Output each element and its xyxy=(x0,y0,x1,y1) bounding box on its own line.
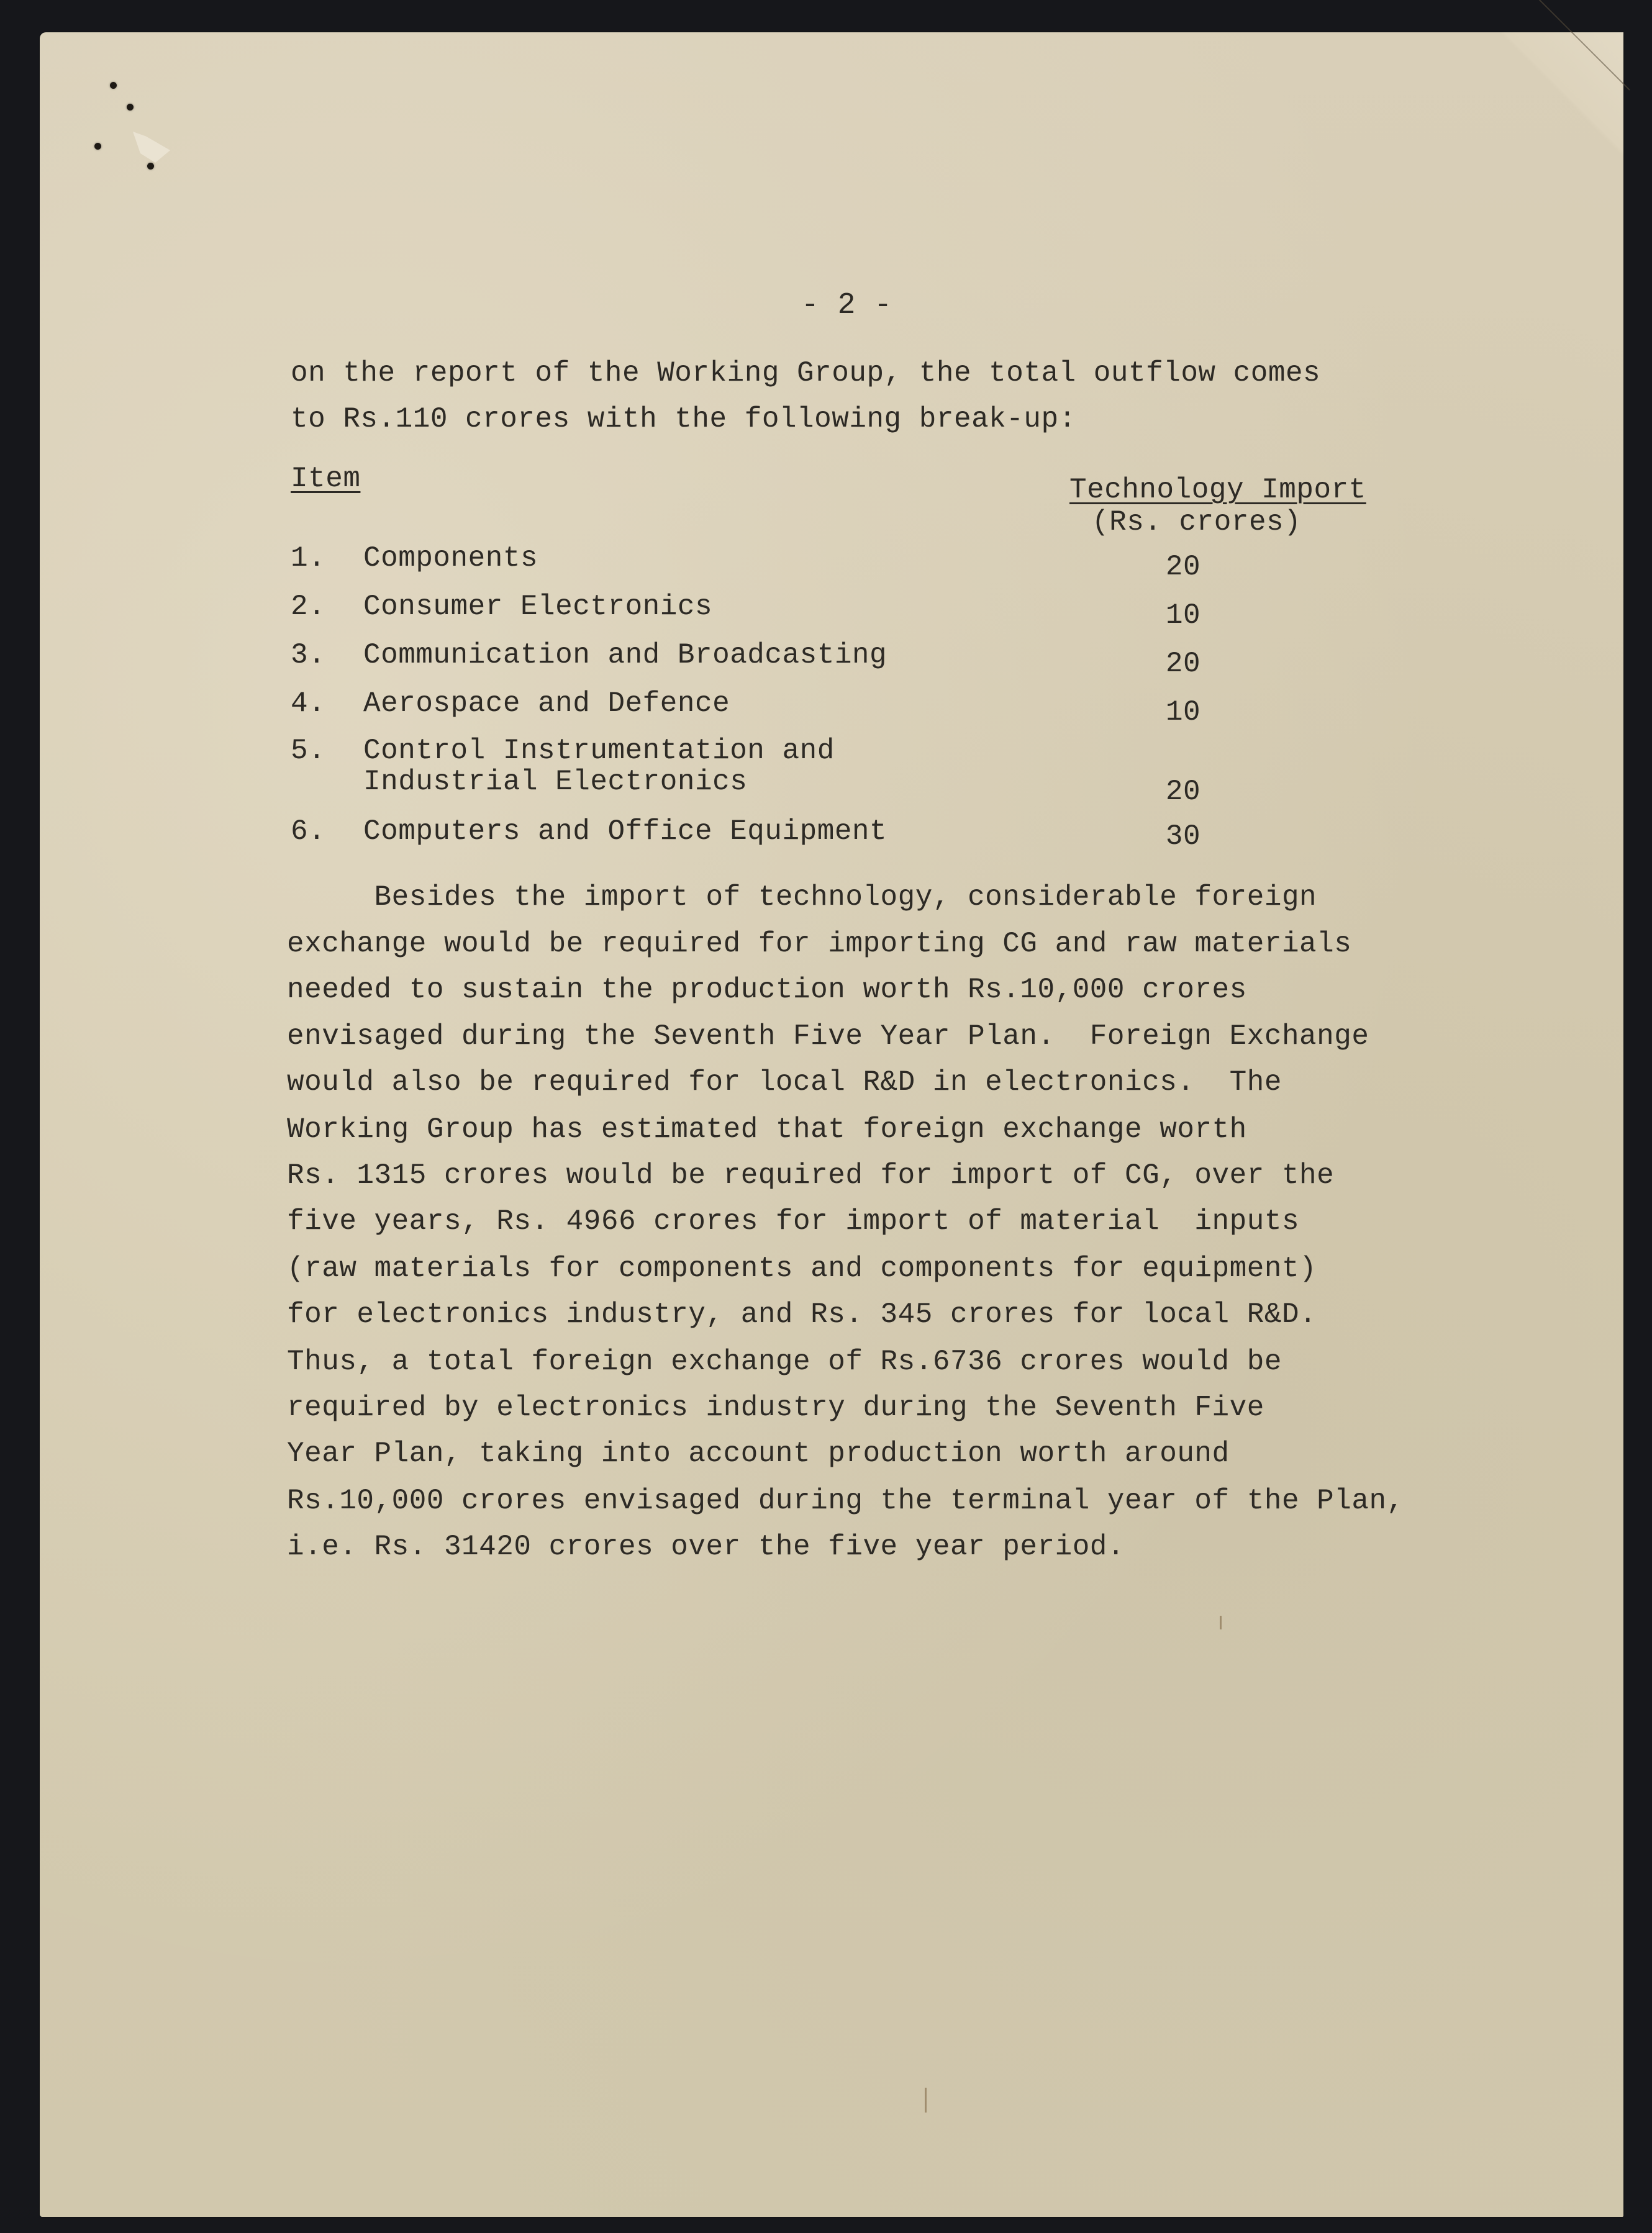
staple-tear-mark xyxy=(133,132,170,163)
row-item: Computers and Office Equipment xyxy=(363,815,887,848)
row-item: Components xyxy=(363,542,538,574)
row-item: Communication and Broadcasting xyxy=(363,639,887,671)
paragraph-line: Thus, a total foreign exchange of Rs.6736 crores would be xyxy=(287,1346,1282,1378)
paragraph-line: exchange would be required for importing CG and raw materials xyxy=(287,928,1352,960)
punch-hole xyxy=(94,143,101,150)
row-value: 30 xyxy=(1165,820,1201,853)
paragraph-line: would also be required for local R&D in electronics. The xyxy=(287,1066,1282,1098)
intro-line: to Rs.110 crores with the following break-up: xyxy=(291,403,1076,435)
paragraph-line: required by electronics industry during the Seventh Five xyxy=(287,1392,1264,1424)
paragraph-line: needed to sustain the production worth Rs.10,000 crores xyxy=(287,974,1247,1006)
folded-corner xyxy=(1499,32,1623,156)
table-header-technology-import: Technology Import xyxy=(1069,474,1366,506)
paragraph-line: Besides the import of technology, considerable foreign xyxy=(287,881,1317,913)
row-item: Control Instrumentation and xyxy=(363,735,835,767)
row-number: 3. xyxy=(291,639,326,671)
row-number: 4. xyxy=(291,687,326,720)
paragraph-line: for electronics industry, and Rs. 345 crores for local R&D. xyxy=(287,1298,1317,1331)
paragraph-line: envisaged during the Seventh Five Year Plan. Foreign Exchange xyxy=(287,1020,1369,1053)
punch-hole xyxy=(110,82,117,89)
row-item-continued: Industrial Electronics xyxy=(363,766,748,798)
paragraph-line: Rs. 1315 crores would be required for import of CG, over the xyxy=(287,1159,1335,1192)
row-value: 10 xyxy=(1165,599,1201,632)
table-header-unit: (Rs. crores) xyxy=(1092,506,1302,538)
row-number: 1. xyxy=(291,542,326,574)
punch-hole xyxy=(127,104,134,111)
row-value: 20 xyxy=(1165,776,1201,808)
punch-hole xyxy=(147,163,154,170)
table-header-item: Item xyxy=(291,463,361,495)
intro-line: on the report of the Working Group, the total outflow comes xyxy=(291,357,1321,389)
row-value: 20 xyxy=(1165,648,1201,680)
stray-mark xyxy=(1220,1616,1222,1629)
row-value: 10 xyxy=(1165,696,1201,728)
row-item: Consumer Electronics xyxy=(363,591,713,623)
row-number: 5. xyxy=(291,735,326,767)
paragraph-line: Year Plan, taking into account production worth around xyxy=(287,1438,1230,1470)
paragraph-line: Working Group has estimated that foreign exchange worth xyxy=(287,1113,1247,1146)
row-number: 6. xyxy=(291,815,326,848)
page-number: - 2 - xyxy=(801,289,892,322)
stray-mark xyxy=(925,2088,927,2113)
row-value: 20 xyxy=(1165,551,1201,583)
paragraph-line: Rs.10,000 crores envisaged during the terminal year of the Plan, xyxy=(287,1485,1404,1517)
paragraph-line: (raw materials for components and components for equipment) xyxy=(287,1252,1317,1285)
paragraph-line: five years, Rs. 4966 crores for import of material inputs xyxy=(287,1205,1300,1238)
row-number: 2. xyxy=(291,591,326,623)
paragraph-line: i.e. Rs. 31420 crores over the five year period. xyxy=(287,1531,1125,1563)
row-item: Aerospace and Defence xyxy=(363,687,730,720)
